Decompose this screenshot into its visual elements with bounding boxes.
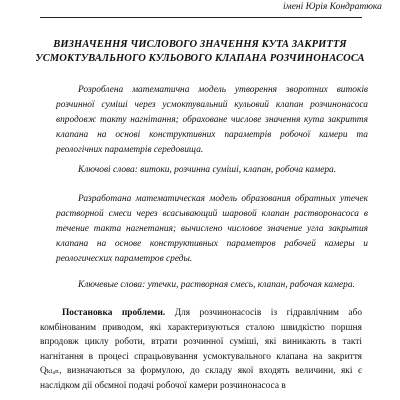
paper-title bbox=[0, 38, 400, 66]
title-line-2: УСМОКТУВАЛЬНОГО КУЛЬОВОГО КЛАПАНА РОЗЧИНОНАСОСА bbox=[35, 53, 365, 64]
running-head: імені Юрія Кондратюка bbox=[283, 2, 382, 12]
body-paragraph bbox=[40, 306, 362, 394]
title-line-1: ВИЗНАЧЕННЯ ЧИСЛОВОГО ЗНАЧЕННЯ КУТА ЗАКРИТТЯ bbox=[53, 39, 347, 50]
keywords-ukrainian: Ключові слова: витоки, розчинна суміші, клапан, робоча камера. bbox=[78, 165, 337, 175]
header-rule bbox=[40, 17, 362, 18]
keywords-russian: Ключевые слова: утечки, растворная смесь, клапан, рабочая камера. bbox=[78, 280, 355, 290]
body-paragraph-text: Для розчинонасосів із гідравлічним або комбінованим приводом, які характеризуються сталою швидкістю поршня впродовж циклу роботи, втрати розчинної суміші, які виникають в такті нагнітання в процесі спрацьовування усмоктувального клапана на закриття Qₖₗₐₙ, визначаються за формулою, до складу якої входять величини, які є наслідком дії обємної подачі робочої камери розчинонасоса в bbox=[40, 308, 363, 391]
abstract-ukrainian: Розроблена математична модель утворення зворотних витоків розчинної суміші через усмоктувальний кульовий клапан розчинонасоса впродовж такту нагнітання; обраховане числове значення кута закриття клапана на основі конструктивних параметрів робочої камери та реологічних параметрів середовища. bbox=[56, 85, 368, 155]
section-heading: Постановка проблеми. bbox=[62, 308, 166, 318]
abstract-russian: Разработана математическая модель образования обратных утечек растворной смеси через всасывающий шаровой клапан растворонасоса в течение такта нагнетания; вычислено числовое значение угла закрытия клапана на основе конструктивных параметров рабочей камеры и реологических параметров среды. bbox=[56, 194, 368, 264]
